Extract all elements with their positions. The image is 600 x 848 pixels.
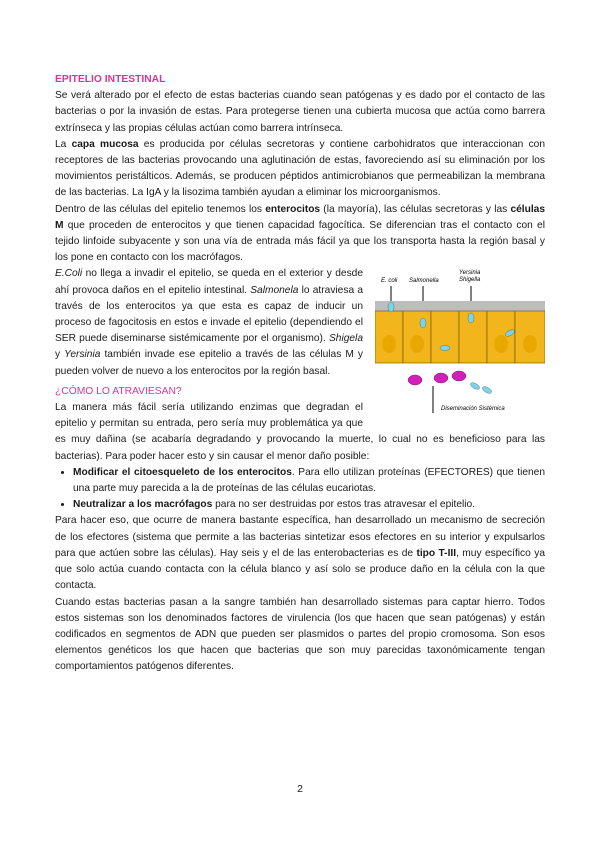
list-item: • Neutralizar a los macrófagos para no ser destruidas por estos tras atravesar el epitelio. — [73, 497, 545, 513]
list-item: • Modificar el citoesqueleto de los enterocitos. Para ello utilizan proteínas (EFECTORES) que tienen una parte muy parecida a la de proteínas de las células eucariotas. — [73, 465, 545, 497]
bullet-list — [55, 465, 545, 514]
label-ecoli: E. coli — [381, 278, 398, 285]
paragraph: Se verá alterado por el efecto de estas bacterias cuando sean patógenas y es dado por el contacto de las bacterias o por la invasión de estas. Para protegerse tienen una cubierta mucosa que actúa como barrera extrínseca y las propias células actúan como barrera intrínseca. — [55, 90, 545, 134]
intestinal-epithelium-figure — [375, 268, 545, 418]
section-title-epitelio: EPITELIO INTESTINAL — [55, 74, 166, 85]
label-dissemination: Diseminación Sistémica — [441, 406, 505, 413]
page-number: 2 — [297, 783, 303, 795]
paragraph: Para hacer eso, que ocurre de manera bastante específica, han desarrollado un mecanismo de secreción de los efectores (sistema que permite a las bacterias sintetizar esos efectores en su interior y expulsarlos para que actúen sobre las células). Hay seis y el de las enterobacterias es de tipo T-III, muy específico ya que solo actúa cuando contacta con la célula blanco y así solo se produce daño en la célula con la que contacta. — [55, 515, 545, 592]
mucus-layer — [375, 301, 545, 311]
page-content — [55, 72, 545, 676]
paragraph: E.Coli no llega a invadir el epitelio, se queda en el exterior y desde ahí provoca daños en el epitelio intestinal. Salmonela lo atraviesa a través de los enterocitos ya que esta es capaz de inducir un proceso de fagocitosis en estos e invade el epitelio (dependiendo el SER puede diseminarse sistémicamente por el organismo). Shigela y Yersinia también invade ese epitelio a través de las células M y pueden volver de nuevo a los enterocitos por la región basal. — [55, 268, 363, 377]
label-salmonella: Salmonella — [409, 278, 439, 285]
paragraph: Dentro de las células del epitelio tenemos los enterocitos (la mayoría), las células secretoras y las células M que proceden de enterocitos y que tienen capacidad fagocítica. Se diferencian tras el contacto con el tejido linfoide subyacente y son una vía de entrada más fácil ya que los transporta hasta la región basal y los pone en contacto con los macrófagos. — [55, 203, 545, 264]
epithelial-cells — [375, 311, 545, 363]
macrophages — [408, 371, 466, 385]
paragraph: Cuando estas bacterias pasan a la sangre también han desarrollado sistemas para captar hierro. Todos estos sistemas son los denominados factores de virulencia (los que hacen que sean patógenas) y están codificados en segmentos de ADN que pueden ser plasmidos o partes del propio cromosoma. Son esos elementos genéticos los que hacen que bacterias que son muy parecidas taxonómicamente tengan comportamientos patógenos diferentes. — [55, 596, 545, 673]
paragraph: La capa mucosa es producida por células secretoras y contiene carbohidratos que interaccionan con receptores de las bacterias provocando una aglutinación de estas, favoreciendo así su eliminación por los movimientos peristálticos. Además, se producen péptidos antimicrobianos que permeabilizan la membrana de las bacterias. La IgA y la lisozima también ayudan a eliminar los microorganismos. — [55, 138, 545, 199]
section-title-como: ¿CÓMO LO ATRAVIESAN? — [55, 385, 182, 397]
label-yersinia: Yersinia — [459, 270, 481, 277]
paragraph: La manera más fácil sería utilizando enzimas que degradan el epitelio y permitan su entrada, pero sería muy problemática ya que es muy dañina (se acabaría degradando y provocando la muerte, lo cual no es beneficioso para las bacterias). Para poder hacer esto y sin causar el menor daño posible: — [55, 402, 545, 462]
label-shigella: Shigella — [459, 277, 481, 284]
